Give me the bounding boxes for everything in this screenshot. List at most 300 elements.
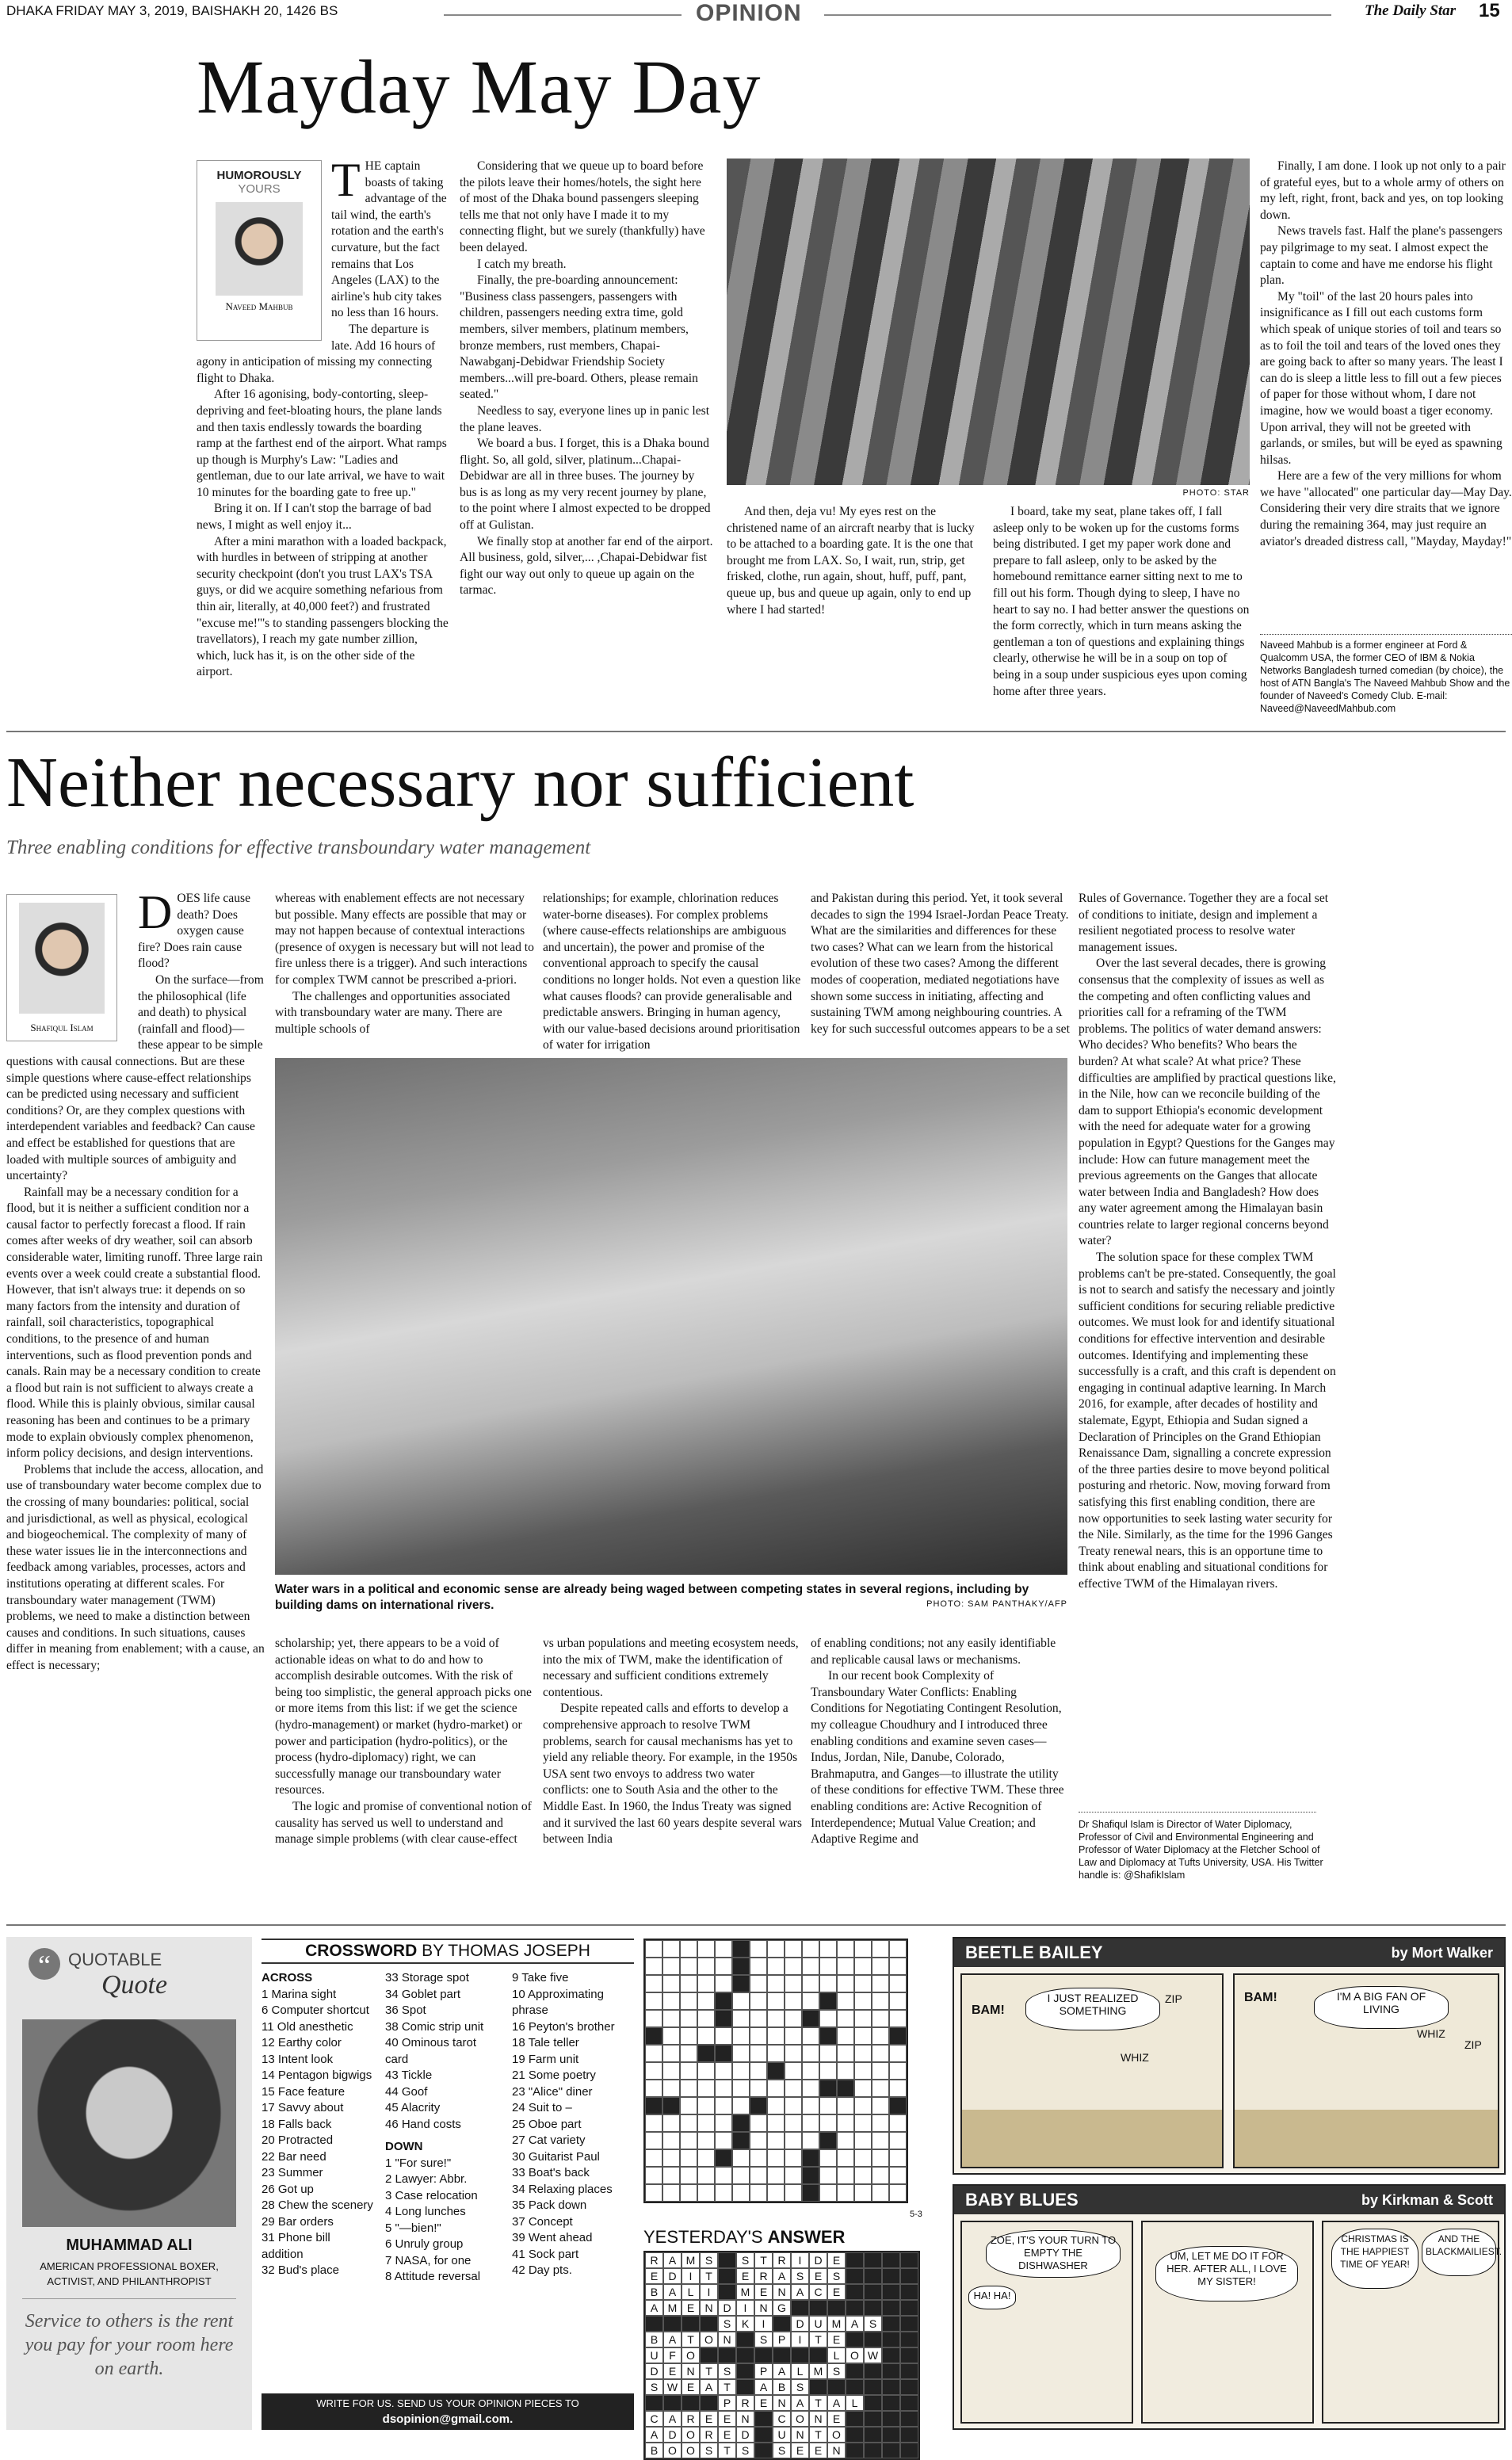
crossword-cell[interactable] xyxy=(819,2184,837,2202)
crossword-cell[interactable] xyxy=(854,2097,872,2114)
answer-cell xyxy=(846,2300,864,2316)
crossword-cell[interactable] xyxy=(680,2027,697,2045)
crossword-cell[interactable] xyxy=(662,2027,680,2045)
crossword-cell[interactable] xyxy=(750,2027,767,2045)
answer-cell xyxy=(754,2347,773,2363)
crossword-cell[interactable] xyxy=(837,2114,854,2132)
crossword-cell[interactable] xyxy=(715,2027,732,2045)
crossword-cell[interactable] xyxy=(802,2097,819,2114)
clue: 42 Day pts. xyxy=(512,2263,572,2277)
water-column-2-top xyxy=(275,891,534,1053)
crossword-cell[interactable] xyxy=(819,1975,837,1992)
crossword-cell[interactable] xyxy=(662,1958,680,1975)
crossword-cell[interactable] xyxy=(697,1940,715,1958)
water-column-4-top xyxy=(811,891,1070,1053)
answer-cell xyxy=(864,2284,882,2300)
crossword-cell[interactable] xyxy=(889,2114,907,2132)
crossword-cell[interactable] xyxy=(785,1975,802,1992)
crossword-cell[interactable] xyxy=(854,1940,872,1958)
crossword-cell[interactable] xyxy=(767,2167,785,2184)
crossword-cell[interactable] xyxy=(645,2045,662,2062)
crossword-cell xyxy=(645,2027,662,2045)
crossword-cell[interactable] xyxy=(802,2132,819,2149)
crossword-cell[interactable] xyxy=(819,2010,837,2027)
crossword-cell[interactable] xyxy=(872,2097,889,2114)
answer-cell: F xyxy=(663,2347,682,2363)
answer-cell xyxy=(718,2284,736,2300)
crossword-cell[interactable] xyxy=(872,1975,889,1992)
crossword-cell[interactable] xyxy=(872,2149,889,2167)
crossword-cell[interactable] xyxy=(889,2167,907,2184)
crossword-cell[interactable] xyxy=(680,2132,697,2149)
answer-cell xyxy=(754,2411,773,2427)
answer-cell: E xyxy=(827,2332,846,2347)
answer-cell xyxy=(700,2316,718,2332)
clue: 41 Sock part xyxy=(512,2247,579,2261)
crossword-grid[interactable] xyxy=(643,1939,908,2203)
crossword-cell[interactable] xyxy=(854,2027,872,2045)
clue: 23 "Alice" diner xyxy=(512,2084,593,2099)
crossword-cell[interactable] xyxy=(680,2184,697,2202)
clue: 45 Alacrity xyxy=(385,2101,441,2114)
answer-cell: A xyxy=(791,2284,809,2300)
crossword-cell[interactable] xyxy=(750,1940,767,1958)
crossword-cell[interactable] xyxy=(697,2184,715,2202)
crossword-cell[interactable] xyxy=(767,1975,785,1992)
crossword-cell[interactable] xyxy=(819,2167,837,2184)
crossword-cell[interactable] xyxy=(750,2132,767,2149)
crossword-cell[interactable] xyxy=(645,2010,662,2027)
quotee-description: AMERICAN PROFESSIONAL BOXER, ACTIVIST, AND PHILANTHROPIST xyxy=(40,2260,219,2287)
crossword-cell[interactable] xyxy=(750,2080,767,2097)
answer-cell xyxy=(882,2443,900,2458)
crossword-cell[interactable] xyxy=(785,2010,802,2027)
crossword-cell[interactable] xyxy=(854,2184,872,2202)
crossword-cell[interactable] xyxy=(732,2010,750,2027)
answer-cell: R xyxy=(645,2252,663,2268)
answer-title-1: YESTERDAY'S xyxy=(643,2227,763,2247)
clue: 19 Farm unit xyxy=(512,2052,579,2066)
crossword-cell[interactable] xyxy=(837,2010,854,2027)
crossword-cell[interactable] xyxy=(750,2010,767,2027)
crossword-cell[interactable] xyxy=(872,1940,889,1958)
clue: 39 Went ahead xyxy=(512,2231,593,2244)
crossword-cell[interactable] xyxy=(872,2010,889,2027)
answer-cell xyxy=(900,2363,918,2379)
clue: 33 Storage spot xyxy=(385,1971,469,1984)
crossword-cell[interactable] xyxy=(767,2132,785,2149)
answer-cell xyxy=(864,2252,882,2268)
clue: card xyxy=(385,2052,409,2066)
crossword-cell[interactable] xyxy=(802,2027,819,2045)
crossword-cell[interactable] xyxy=(854,2149,872,2167)
crossword-cell[interactable] xyxy=(715,1958,732,1975)
header-rule-left xyxy=(444,14,682,16)
crossword-cell[interactable] xyxy=(854,1975,872,1992)
crossword-cell[interactable] xyxy=(767,2080,785,2097)
answer-cell xyxy=(882,2316,900,2332)
page-number: 15 xyxy=(1479,0,1500,21)
crossword-cell[interactable] xyxy=(837,2062,854,2080)
crossword-cell[interactable] xyxy=(680,2114,697,2132)
answer-cell xyxy=(846,2427,864,2443)
crossword-cell[interactable] xyxy=(802,1975,819,1992)
crossword-cell[interactable] xyxy=(715,2062,732,2080)
crossword-cell[interactable] xyxy=(837,2027,854,2045)
answer-cell: A xyxy=(773,2363,791,2379)
crossword-cell[interactable] xyxy=(645,1958,662,1975)
float-spacer xyxy=(6,891,138,1049)
quote-title: Quote xyxy=(101,1970,168,2000)
crossword-cell[interactable] xyxy=(732,2080,750,2097)
crossword-cell[interactable] xyxy=(802,2062,819,2080)
crossword-cell[interactable] xyxy=(819,2062,837,2080)
crossword-cell[interactable] xyxy=(645,2167,662,2184)
crossword-cell[interactable] xyxy=(645,2080,662,2097)
crossword-cell[interactable] xyxy=(750,1992,767,2010)
crossword-cell[interactable] xyxy=(732,2167,750,2184)
crossword-cell[interactable] xyxy=(837,2045,854,2062)
crossword-cell[interactable] xyxy=(732,2097,750,2114)
beetle-bailey-comic xyxy=(953,1937,1506,2175)
crossword-cell[interactable] xyxy=(889,2184,907,2202)
crossword-cell[interactable] xyxy=(697,1975,715,1992)
crossword-cell[interactable] xyxy=(697,2062,715,2080)
crossword-cell[interactable] xyxy=(662,2149,680,2167)
crossword-cell[interactable] xyxy=(785,2167,802,2184)
answer-cell: T xyxy=(718,2379,736,2395)
crossword-cell[interactable] xyxy=(697,2097,715,2114)
crossword-cell[interactable] xyxy=(750,2167,767,2184)
crossword-cell[interactable] xyxy=(715,2080,732,2097)
column-label: HUMOROUSLY xyxy=(216,169,302,182)
crossword-cell[interactable] xyxy=(645,2132,662,2149)
crossword-cell[interactable] xyxy=(662,1940,680,1958)
crossword-cell[interactable] xyxy=(819,1958,837,1975)
crossword-cell[interactable] xyxy=(837,2149,854,2167)
crossword-cell[interactable] xyxy=(819,1940,837,1958)
answer-cell: O xyxy=(791,2411,809,2427)
crossword-cell[interactable] xyxy=(662,2114,680,2132)
crossword-cell[interactable] xyxy=(680,1975,697,1992)
crossword-cell[interactable] xyxy=(837,2184,854,2202)
across-label: ACROSS xyxy=(262,1971,313,1984)
crossword-cell[interactable] xyxy=(680,2097,697,2114)
crossword-cell[interactable] xyxy=(785,2184,802,2202)
crossword-cell xyxy=(662,2097,680,2114)
crossword-cell[interactable] xyxy=(872,1992,889,2010)
answer-cell: T xyxy=(700,2268,718,2284)
answer-cell: B xyxy=(645,2332,663,2347)
crossword-cell[interactable] xyxy=(854,2167,872,2184)
crossword-cell[interactable] xyxy=(889,2010,907,2027)
crossword-cell[interactable] xyxy=(837,1958,854,1975)
answer-cell: N xyxy=(718,2332,736,2347)
crossword-cell[interactable] xyxy=(889,2149,907,2167)
crossword-cell[interactable] xyxy=(785,2062,802,2080)
header-rule-right xyxy=(824,14,1331,16)
clue: 20 Protracted xyxy=(262,2133,334,2147)
crossword-cell[interactable] xyxy=(854,2062,872,2080)
crossword-cell[interactable] xyxy=(732,2062,750,2080)
crossword-cell[interactable] xyxy=(732,1992,750,2010)
crossword-cell[interactable] xyxy=(662,1992,680,2010)
clue: 22 Bar need xyxy=(262,2149,326,2164)
crossword-cell[interactable] xyxy=(697,2149,715,2167)
answer-cell: T xyxy=(809,2395,827,2411)
crossword-cell[interactable] xyxy=(645,2184,662,2202)
crossword-cell[interactable] xyxy=(662,2062,680,2080)
crossword-cell[interactable] xyxy=(662,2167,680,2184)
crossword-cell[interactable] xyxy=(854,2045,872,2062)
clue: addition xyxy=(262,2247,304,2261)
crossword-cell[interactable] xyxy=(872,2132,889,2149)
crossword-cell[interactable] xyxy=(715,1975,732,1992)
crossword-cell[interactable] xyxy=(819,2097,837,2114)
crossword-cell[interactable] xyxy=(767,2097,785,2114)
crossword-cell[interactable] xyxy=(785,2149,802,2167)
crossword-cell[interactable] xyxy=(680,2045,697,2062)
crossword-cell[interactable] xyxy=(680,1958,697,1975)
crossword-cell[interactable] xyxy=(697,2167,715,2184)
crossword-cell[interactable] xyxy=(802,2045,819,2062)
answer-cell: O xyxy=(846,2347,864,2363)
dam-photo xyxy=(275,1058,1067,1575)
crossword-cell[interactable] xyxy=(767,2045,785,2062)
clue-list xyxy=(262,1987,388,2279)
crossword-cell[interactable] xyxy=(715,2132,732,2149)
crossword-cell[interactable] xyxy=(837,2132,854,2149)
crossword-cell[interactable] xyxy=(662,2132,680,2149)
crossword-cell[interactable] xyxy=(872,2027,889,2045)
crossword-cell[interactable] xyxy=(732,2149,750,2167)
crossword-cell[interactable] xyxy=(872,2045,889,2062)
crossword-cell[interactable] xyxy=(802,1940,819,1958)
headline-water: Neither necessary nor sufficient xyxy=(6,743,914,822)
answer-cell: E xyxy=(682,2379,700,2395)
crossword-cell[interactable] xyxy=(785,1958,802,1975)
answer-cell xyxy=(846,2379,864,2395)
crossword-cell[interactable] xyxy=(732,2027,750,2045)
crossword-cell[interactable] xyxy=(697,1958,715,1975)
crossword-cell[interactable] xyxy=(697,2080,715,2097)
banner-email[interactable]: dsopinion@gmail.com. xyxy=(382,2412,514,2426)
water-column-2-bottom xyxy=(275,1636,534,1942)
across-clues xyxy=(262,1970,388,2279)
crossword-cell[interactable] xyxy=(802,1958,819,1975)
answer-cell: A xyxy=(645,2300,663,2316)
crossword-cell[interactable] xyxy=(645,2062,662,2080)
answer-cell: S xyxy=(791,2379,809,2395)
crossword-cell[interactable] xyxy=(872,2167,889,2184)
crossword-cell[interactable] xyxy=(750,2045,767,2062)
answer-cell: E xyxy=(700,2411,718,2427)
answer-cell: S xyxy=(718,2316,736,2332)
crossword-cell[interactable] xyxy=(645,1975,662,1992)
crossword-cell[interactable] xyxy=(889,1958,907,1975)
crossword-cell[interactable] xyxy=(819,2114,837,2132)
crossword-cell[interactable] xyxy=(837,2097,854,2114)
crossword-cell xyxy=(645,2097,662,2114)
clue-list xyxy=(512,1970,639,2279)
crossword-cell[interactable] xyxy=(785,1940,802,1958)
crossword-cell[interactable] xyxy=(750,2149,767,2167)
crossword-cell[interactable] xyxy=(680,2149,697,2167)
answer-cell: S xyxy=(700,2443,718,2458)
crossword-cell[interactable] xyxy=(872,2080,889,2097)
crossword-cell[interactable] xyxy=(662,1975,680,1992)
crossword-cell[interactable] xyxy=(680,2167,697,2184)
crossword-cell[interactable] xyxy=(785,2097,802,2114)
answer-cell xyxy=(773,2316,791,2332)
crossword-cell[interactable] xyxy=(889,2132,907,2149)
answer-cell xyxy=(736,2347,754,2363)
crossword-cell[interactable] xyxy=(785,2027,802,2045)
crossword-cell[interactable] xyxy=(767,1992,785,2010)
crossword-cell[interactable] xyxy=(802,1992,819,2010)
crossword-cell[interactable] xyxy=(785,2045,802,2062)
crossword-cell[interactable] xyxy=(697,1992,715,2010)
answer-cell: S xyxy=(645,2379,663,2395)
crossword-cell[interactable] xyxy=(819,2149,837,2167)
comic-panel-1 xyxy=(960,2221,1133,2424)
crossword-cell[interactable] xyxy=(785,1992,802,2010)
quote-icon: “ xyxy=(29,1948,60,1980)
clue: 37 Concept xyxy=(512,2214,573,2229)
write-for-us-banner xyxy=(262,2393,634,2430)
clues-column-3 xyxy=(512,1970,639,2279)
crossword-cell[interactable] xyxy=(889,1992,907,2010)
crossword-cell[interactable] xyxy=(872,2062,889,2080)
crossword-cell[interactable] xyxy=(767,2027,785,2045)
answer-cell xyxy=(645,2316,663,2332)
crossword-cell[interactable] xyxy=(645,2149,662,2167)
crossword-cell[interactable] xyxy=(767,1940,785,1958)
crossword-cell[interactable] xyxy=(854,1992,872,2010)
crossword-cell[interactable] xyxy=(750,1975,767,1992)
clue: 31 Phone bill xyxy=(262,2231,330,2244)
photo-credit: PHOTO: SAM PANTHAKY/AFP xyxy=(926,1599,1067,1609)
crossword-cell[interactable] xyxy=(715,2184,732,2202)
answer-cell: M xyxy=(827,2316,846,2332)
crossword-cell[interactable] xyxy=(889,2045,907,2062)
crossword-cell[interactable] xyxy=(767,2149,785,2167)
crossword-cell[interactable] xyxy=(854,2114,872,2132)
crossword-cell[interactable] xyxy=(680,2010,697,2027)
crossword-cell[interactable] xyxy=(697,2027,715,2045)
crossword-cell[interactable] xyxy=(802,2080,819,2097)
speech-bubble: UM, LET ME DO IT FOR HER. AFTER ALL, I LOVE MY SISTER! xyxy=(1155,2246,1298,2301)
crossword-cell[interactable] xyxy=(889,1940,907,1958)
crossword-cell[interactable] xyxy=(872,1958,889,1975)
crossword-cell[interactable] xyxy=(837,1992,854,2010)
crossword-cell[interactable] xyxy=(854,2080,872,2097)
bio-rule xyxy=(1079,1812,1316,1813)
crossword-cell[interactable] xyxy=(802,2114,819,2132)
crossword-cell xyxy=(732,2114,750,2132)
crossword-cell[interactable] xyxy=(715,2097,732,2114)
crossword-cell[interactable] xyxy=(750,2062,767,2080)
crossword-cell[interactable] xyxy=(645,1940,662,1958)
crossword-cell[interactable] xyxy=(645,1992,662,2010)
crossword-cell[interactable] xyxy=(785,2132,802,2149)
crossword-cell[interactable] xyxy=(715,1940,732,1958)
crossword-cell[interactable] xyxy=(785,2080,802,2097)
crossword-cell[interactable] xyxy=(819,2045,837,2062)
answer-cell: S xyxy=(773,2443,791,2458)
crossword-cell[interactable] xyxy=(680,2080,697,2097)
crossword-cell[interactable] xyxy=(889,2080,907,2097)
crossword-cell[interactable] xyxy=(680,1940,697,1958)
crossword-cell[interactable] xyxy=(662,2010,680,2027)
crossword-cell[interactable] xyxy=(837,1975,854,1992)
crossword-cell[interactable] xyxy=(889,1975,907,1992)
answer-cell xyxy=(864,2363,882,2379)
answer-cell: N xyxy=(773,2395,791,2411)
crossword-cell[interactable] xyxy=(767,1958,785,1975)
crossword-cell[interactable] xyxy=(854,1958,872,1975)
crossword-cell[interactable] xyxy=(662,2080,680,2097)
crossword-cell[interactable] xyxy=(889,2062,907,2080)
crossword-cell[interactable] xyxy=(750,2184,767,2202)
paragraph: and Pakistan during this period. Yet, it took several decades to sign the 1994 Israel-Jordan Peace Treaty. What are the similarities and differences for these two cases? What can we learn from the historical evolution of these two cases? Among the different modes of cooperation, mediated negotiations have shown some success in initiating, affecting and sustaining TWM among neighbouring countries. A key for such successful outcomes appears to be a set xyxy=(811,892,1070,1036)
crossword-cell[interactable] xyxy=(645,2114,662,2132)
answer-cell: U xyxy=(645,2347,663,2363)
answer-cell xyxy=(882,2300,900,2316)
crossword-cell[interactable] xyxy=(662,2184,680,2202)
quotee-name: MUHAMMAD ALI xyxy=(66,2237,193,2254)
answer-cell: D xyxy=(718,2300,736,2316)
crossword-cell[interactable] xyxy=(872,2184,889,2202)
crossword-cell[interactable] xyxy=(697,2010,715,2027)
crossword-cell[interactable] xyxy=(732,2045,750,2062)
crossword-cell[interactable] xyxy=(872,2114,889,2132)
crossword-cell[interactable] xyxy=(697,2114,715,2132)
answer-cell: M xyxy=(736,2284,754,2300)
clue: 15 Face feature xyxy=(262,2084,346,2099)
crossword-cell[interactable] xyxy=(854,2132,872,2149)
dateline: DHAKA FRIDAY MAY 3, 2019, BAISHAKH 20, 1426 BS xyxy=(6,3,338,18)
crossword-cell[interactable] xyxy=(715,2167,732,2184)
crossword-cell[interactable] xyxy=(837,1940,854,1958)
crossword-cell[interactable] xyxy=(750,1958,767,1975)
crossword-cell[interactable] xyxy=(785,2114,802,2132)
answer-cell: S xyxy=(827,2363,846,2379)
paragraph: scholarship; yet, there appears to be a void of actionable ideas on what to do and how to accomplish desirable outcomes. With the risk of being too simplistic, the general approach picks one or more items from this list: if we get the science (hydro-management) or market (hydro-market) or power and participation (hydro-politics), or the process (hydro-diplomacy) right, we can successfully manage our transboundary water resources. xyxy=(275,1637,532,1797)
crossword-cell[interactable] xyxy=(837,2167,854,2184)
crossword-cell[interactable] xyxy=(662,2045,680,2062)
answer-cell xyxy=(900,2316,918,2332)
crossword-cell[interactable] xyxy=(680,2062,697,2080)
answer-cell: O xyxy=(682,2347,700,2363)
crossword-cell xyxy=(819,2027,837,2045)
crossword-cell[interactable] xyxy=(697,2132,715,2149)
crossword-cell xyxy=(715,1992,732,2010)
answer-cell: R xyxy=(773,2252,791,2268)
crossword-cell[interactable] xyxy=(732,2184,750,2202)
crossword-cell[interactable] xyxy=(715,2114,732,2132)
answer-cell xyxy=(663,2316,682,2332)
crossword-cell[interactable] xyxy=(767,2010,785,2027)
answer-cell: U xyxy=(809,2316,827,2332)
crossword-cell[interactable] xyxy=(680,1992,697,2010)
crossword-cell[interactable] xyxy=(767,2184,785,2202)
answer-cell: I xyxy=(754,2316,773,2332)
crossword-cell[interactable] xyxy=(767,2114,785,2132)
crossword-cell[interactable] xyxy=(750,2114,767,2132)
crossword-cell xyxy=(715,2010,732,2027)
crossword-cell[interactable] xyxy=(854,2010,872,2027)
